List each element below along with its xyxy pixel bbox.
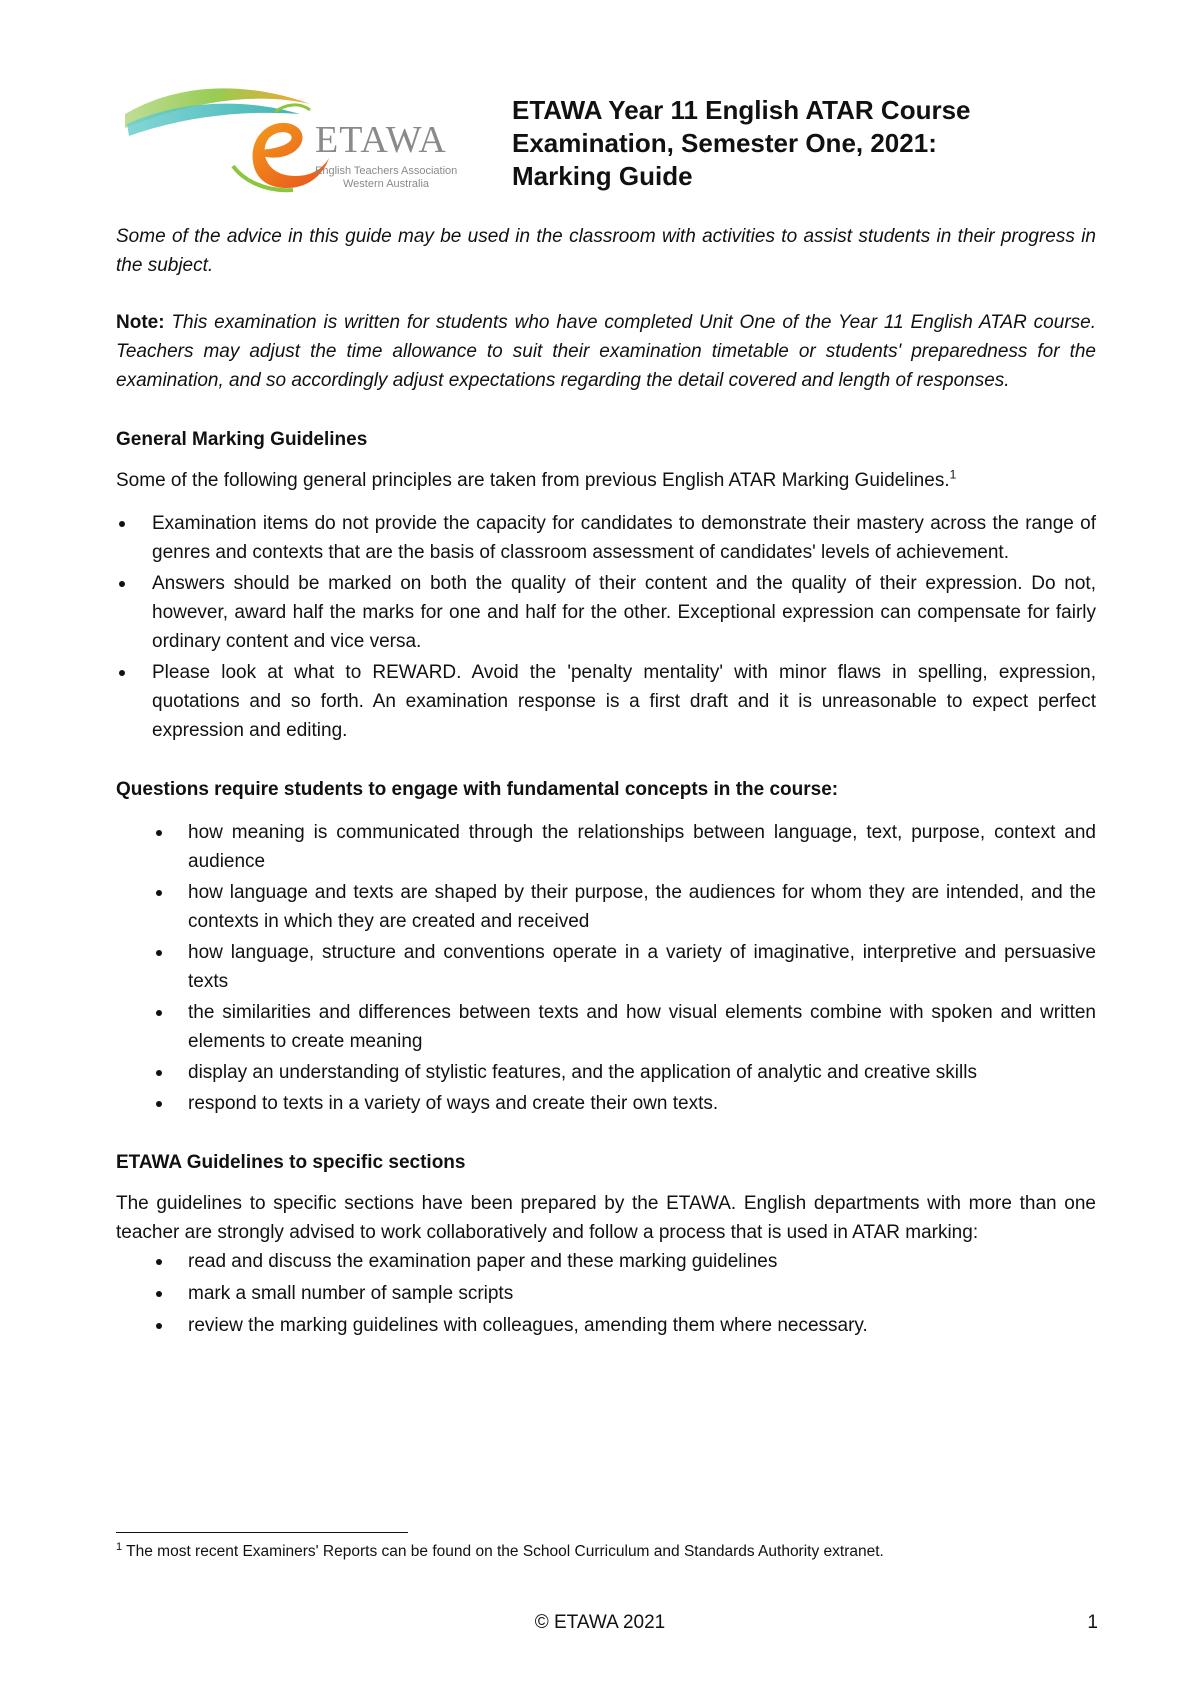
- footnote-number: 1: [116, 1540, 123, 1553]
- list-item: the similarities and differences between texts and how visual elements combine with spoken and written elements to create meaning: [116, 998, 1096, 1056]
- footnote-text: The most recent Examiners' Reports can be found on the School Curriculum and Standards Authority extranet.: [122, 1543, 884, 1560]
- page-number: 1: [1087, 1612, 1098, 1633]
- footer-copyright: © ETAWA 2021: [534, 1612, 666, 1633]
- general-guidelines-heading: General Marking Guidelines: [116, 429, 368, 450]
- concepts-heading: Questions require students to engage with fundamental concepts in the course:: [116, 779, 839, 800]
- title-line-2: Examination, Semester One, 2021:: [512, 128, 937, 158]
- footnote-ref: 1: [949, 467, 957, 482]
- concepts-list: [116, 818, 1096, 1118]
- list-item: Please look at what to REWARD. Avoid the 'penalty mentality' with minor flaws in spelling, expression, quotations and so forth. An examination response is a first draft and it is unreasonable to expect perfect expression and editing.: [116, 658, 1096, 745]
- sections-text: The guidelines to specific sections have been prepared by the ETAWA. English departments with more than one teacher are strongly advised to work collaboratively and follow a process that is used in ATAR marking:: [116, 1193, 1096, 1243]
- title-line-1: ETAWA Year 11 English ATAR Course: [512, 95, 971, 125]
- logo-brand-text: ETAWA: [315, 119, 447, 161]
- title-line-3: Marking Guide: [512, 161, 693, 191]
- document-body: [116, 222, 1096, 1343]
- footnote: [116, 1542, 884, 1562]
- list-item: how language, structure and conventions operate in a variety of imaginative, interpretive and persuasive texts: [116, 938, 1096, 996]
- logo-tagline-2: Western Australia: [343, 178, 430, 190]
- list-item: how meaning is communicated through the relationships between language, text, purpose, context and audience: [116, 818, 1096, 876]
- general-guidelines-lead: [116, 466, 1096, 495]
- list-item: Examination items do not provide the capacity for candidates to demonstrate their mastery across the range of genres and contexts that are the basis of classroom assessment of candidates' levels of achievement.: [116, 509, 1096, 567]
- document-title: [512, 94, 1152, 193]
- sections-heading: ETAWA Guidelines to specific sections: [116, 1152, 466, 1173]
- list-item: how language and texts are shaped by their purpose, the audiences for whom they are intended, and the contexts in which they are created and received: [116, 878, 1096, 936]
- list-item: respond to texts in a variety of ways and create their own texts.: [116, 1089, 1096, 1118]
- list-item: read and discuss the examination paper and these marking guidelines: [116, 1247, 1096, 1276]
- logo-tagline-1: English Teachers Association: [315, 165, 458, 177]
- etawa-logo-graphic: [125, 84, 500, 202]
- intro-note: [116, 308, 1096, 395]
- list-item: Answers should be marked on both the quality of their content and the quality of their expression. Do not, however, award half the marks for one and half for the other. Exceptional expression can compensate for fairly ordinary content and vice versa.: [116, 569, 1096, 656]
- general-guidelines-list: [116, 509, 1096, 745]
- intro-advice: Some of the advice in this guide may be used in the classroom with activities to assist students in their progress in the subject.: [116, 226, 1096, 276]
- note-label: Note:: [116, 312, 165, 333]
- sections-list: [116, 1247, 1096, 1340]
- list-item: mark a small number of sample scripts: [116, 1279, 1096, 1308]
- etawa-logo: [125, 84, 500, 202]
- general-lead-text: Some of the following general principles are taken from previous English ATAR Marking Guidelines.: [116, 470, 950, 491]
- footnote-divider: [116, 1532, 408, 1533]
- list-item: display an understanding of stylistic features, and the application of analytic and creative skills: [116, 1058, 1096, 1087]
- list-item: review the marking guidelines with colleagues, amending them where necessary.: [116, 1311, 1096, 1340]
- note-text: This examination is written for students who have completed Unit One of the Year 11 English ATAR course. Teachers may adjust the time allowance to suit their examination timetable or students' preparedness for the examination, and so accordingly adjust expectations regarding the detail covered and length of responses.: [116, 312, 1096, 391]
